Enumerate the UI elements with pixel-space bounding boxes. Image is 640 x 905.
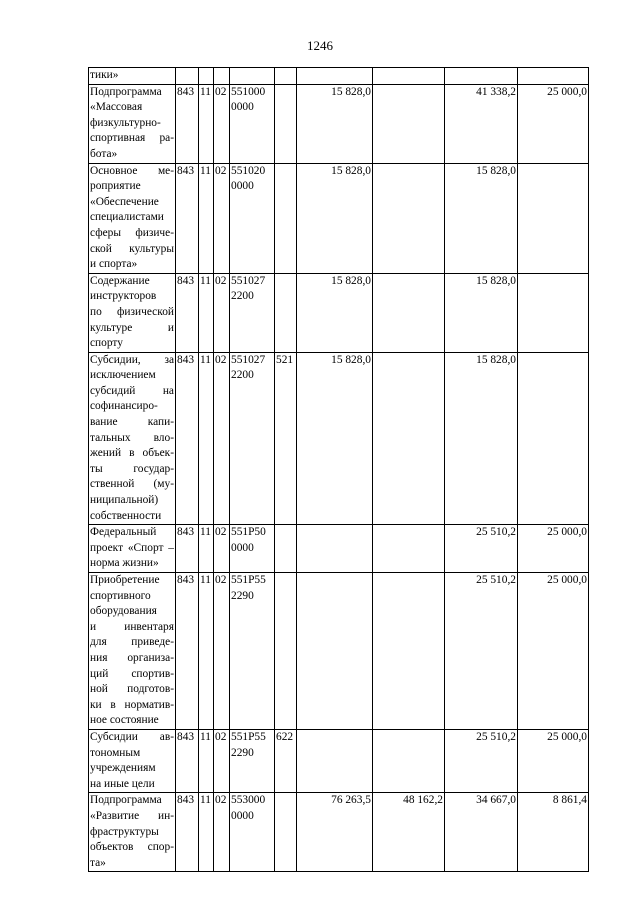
name-line: исключением [90, 369, 156, 382]
target-article-line: 551Р55 [231, 574, 266, 586]
target-article-line: 0000 [231, 809, 254, 822]
cell-name [89, 273, 176, 352]
name-line: собственности [90, 509, 162, 522]
target-article-line: 551000 [231, 85, 266, 98]
target-article-line: 2200 [231, 369, 254, 382]
cell-name [89, 573, 176, 730]
name-line: бота» [90, 147, 118, 160]
cell-amount-2 [373, 273, 445, 352]
cell-podrazdel [214, 68, 230, 85]
name-line: оборудования [90, 605, 157, 618]
cell-name [89, 352, 176, 525]
cell-amount-4: 25 000,0 [518, 573, 589, 730]
name-line: спортивная ра- [90, 132, 174, 145]
table-row [89, 525, 589, 573]
cell-amount-2 [373, 163, 445, 273]
name-line: тальных вло- [90, 431, 174, 444]
cell-name [89, 793, 176, 872]
table-row [89, 729, 589, 792]
page-number: 1246 [307, 38, 333, 53]
table-row [89, 68, 589, 85]
target-article-line: 551027 [231, 274, 266, 287]
name-line: по физической [90, 305, 174, 318]
name-line: ной подготов- [90, 683, 174, 696]
name-line: на иные цели [90, 777, 155, 790]
name-line: инструкторов [90, 290, 157, 303]
cell-amount-3: 25 510,2 [445, 525, 518, 573]
cell-vedomstvo: 843 [176, 793, 199, 872]
target-article-line: 551Р55 [231, 730, 266, 743]
cell-amount-2 [373, 729, 445, 792]
cell-amount-1 [297, 729, 373, 792]
cell-podrazdel: 02 [214, 729, 230, 792]
cell-expense-type [275, 573, 297, 730]
cell-razdel [199, 68, 214, 85]
cell-podrazdel: 02 [214, 84, 230, 163]
cell-podrazdel: 02 [214, 525, 230, 573]
cell-vedomstvo [176, 68, 199, 85]
cell-name [89, 729, 176, 792]
name-line: сферы физиче- [90, 226, 174, 239]
name-line: для приведе- [90, 636, 174, 649]
cell-amount-2 [373, 525, 445, 573]
cell-expense-type [275, 68, 297, 85]
name-line: спортивного [90, 589, 151, 602]
cell-vedomstvo: 843 [176, 352, 199, 525]
cell-expense-type: 521 [275, 352, 297, 525]
name-line: спорту [90, 337, 123, 350]
cell-amount-4 [518, 273, 589, 352]
cell-vedomstvo: 843 [176, 84, 199, 163]
name-line: ской культуры [90, 242, 174, 255]
name-line: культуре и [90, 321, 174, 334]
cell-amount-3: 25 510,2 [445, 729, 518, 792]
cell-amount-4 [518, 163, 589, 273]
cell-amount-4: 25 000,0 [518, 84, 589, 163]
table-row [89, 273, 589, 352]
target-article-line: 0000 [231, 180, 254, 193]
cell-razdel: 11 [199, 352, 214, 525]
cell-podrazdel: 02 [214, 163, 230, 273]
name-line: «Массовая [90, 101, 143, 114]
cell-amount-3: 25 510,2 [445, 573, 518, 730]
name-line: ниципальной) [90, 494, 159, 507]
target-article-line: 2200 [231, 290, 254, 303]
target-article-line: 2290 [231, 746, 254, 759]
cell-amount-2: 48 162,2 [373, 793, 445, 872]
name-line: Федеральный [90, 526, 157, 539]
target-article-line: 551Р50 [231, 526, 266, 539]
name-line: «Обеспечение [90, 195, 159, 208]
cell-name [89, 68, 176, 85]
cell-amount-1: 15 828,0 [297, 84, 373, 163]
name-line: физкультурно- [90, 116, 161, 129]
cell-amount-1: 76 263,5 [297, 793, 373, 872]
name-line: ния организа- [90, 651, 174, 664]
cell-amount-3: 15 828,0 [445, 273, 518, 352]
name-line: Подпрограмма [90, 85, 162, 98]
name-line: норма жизни» [90, 557, 159, 570]
cell-amount-1 [297, 573, 373, 730]
cell-expense-type [275, 273, 297, 352]
name-line: та» [90, 856, 106, 869]
target-article-line: 553000 [231, 794, 266, 807]
cell-amount-2 [373, 84, 445, 163]
cell-name [89, 525, 176, 573]
cell-amount-2 [373, 68, 445, 85]
table-body [89, 68, 589, 872]
table-row [89, 352, 589, 525]
cell-amount-4 [518, 68, 589, 85]
cell-target-article [230, 68, 275, 85]
cell-expense-type [275, 793, 297, 872]
cell-amount-2 [373, 573, 445, 730]
cell-vedomstvo: 843 [176, 163, 199, 273]
table-row [89, 84, 589, 163]
name-line: фраструктуры [90, 825, 159, 838]
name-line: вание капи- [90, 416, 174, 429]
cell-target-article [230, 352, 275, 525]
cell-podrazdel: 02 [214, 352, 230, 525]
cell-razdel: 11 [199, 525, 214, 573]
name-line: «Развитие ин- [90, 809, 174, 822]
name-line: ты государ- [90, 462, 174, 475]
cell-amount-1 [297, 525, 373, 573]
name-line: ственной (му- [90, 478, 174, 491]
target-article-line: 551020 [231, 164, 266, 177]
cell-target-article [230, 273, 275, 352]
cell-amount-3: 34 667,0 [445, 793, 518, 872]
cell-amount-1: 15 828,0 [297, 273, 373, 352]
cell-amount-4 [518, 352, 589, 525]
cell-expense-type [275, 525, 297, 573]
cell-name [89, 84, 176, 163]
cell-amount-3: 41 338,2 [445, 84, 518, 163]
name-line: Содержание [90, 274, 150, 287]
name-line: Приобретение [90, 574, 160, 586]
name-line: учреждениям [90, 762, 156, 775]
name-line: проект «Спорт – [90, 541, 174, 554]
cell-amount-1 [297, 68, 373, 85]
table-row [89, 573, 589, 730]
name-line: роприятие [90, 180, 141, 193]
table-row [89, 793, 589, 872]
cell-target-article [230, 793, 275, 872]
name-line: и спорта» [90, 258, 138, 271]
cell-amount-3 [445, 68, 518, 85]
name-line: ное состояние [90, 714, 159, 727]
cell-expense-type [275, 84, 297, 163]
cell-expense-type [275, 163, 297, 273]
cell-name [89, 163, 176, 273]
cell-razdel: 11 [199, 793, 214, 872]
cell-podrazdel: 02 [214, 793, 230, 872]
cell-razdel: 11 [199, 729, 214, 792]
budget-table [88, 67, 589, 872]
name-line: объектов спор- [90, 841, 174, 854]
cell-amount-3: 15 828,0 [445, 163, 518, 273]
cell-vedomstvo: 843 [176, 729, 199, 792]
cell-target-article [230, 729, 275, 792]
cell-podrazdel: 02 [214, 573, 230, 730]
name-line: и инвентаря [90, 620, 174, 633]
cell-razdel: 11 [199, 163, 214, 273]
name-line: субсидий на [90, 384, 174, 397]
cell-amount-4: 25 000,0 [518, 525, 589, 573]
name-line: специалистами [90, 211, 164, 224]
cell-expense-type: 622 [275, 729, 297, 792]
cell-vedomstvo: 843 [176, 573, 199, 730]
name-line: Субсидии, за [90, 353, 174, 366]
cell-amount-1: 15 828,0 [297, 163, 373, 273]
cell-podrazdel: 02 [214, 273, 230, 352]
name-line: ки в норматив- [90, 698, 174, 711]
name-line: тики» [90, 69, 119, 81]
target-article-line: 0000 [231, 101, 254, 114]
cell-target-article [230, 573, 275, 730]
cell-target-article [230, 525, 275, 573]
name-line: Субсидии ав- [90, 730, 174, 743]
cell-vedomstvo: 843 [176, 273, 199, 352]
cell-target-article [230, 163, 275, 273]
cell-amount-2 [373, 352, 445, 525]
cell-amount-1: 15 828,0 [297, 352, 373, 525]
cell-razdel: 11 [199, 273, 214, 352]
name-line: Основное ме- [90, 164, 174, 177]
table-row [89, 163, 589, 273]
name-line: Подпрограмма [90, 794, 162, 807]
cell-amount-4: 25 000,0 [518, 729, 589, 792]
cell-razdel: 11 [199, 573, 214, 730]
name-line: ций спортив- [90, 667, 174, 680]
cell-target-article [230, 84, 275, 163]
cell-amount-3: 15 828,0 [445, 352, 518, 525]
cell-amount-4: 8 861,4 [518, 793, 589, 872]
name-line: тономным [90, 746, 141, 759]
name-line: софинансиро- [90, 400, 158, 413]
target-article-line: 2290 [231, 589, 254, 602]
target-article-line: 0000 [231, 541, 254, 554]
cell-razdel: 11 [199, 84, 214, 163]
name-line: жений в объек- [90, 447, 174, 460]
target-article-line: 551027 [231, 353, 266, 366]
cell-vedomstvo: 843 [176, 525, 199, 573]
